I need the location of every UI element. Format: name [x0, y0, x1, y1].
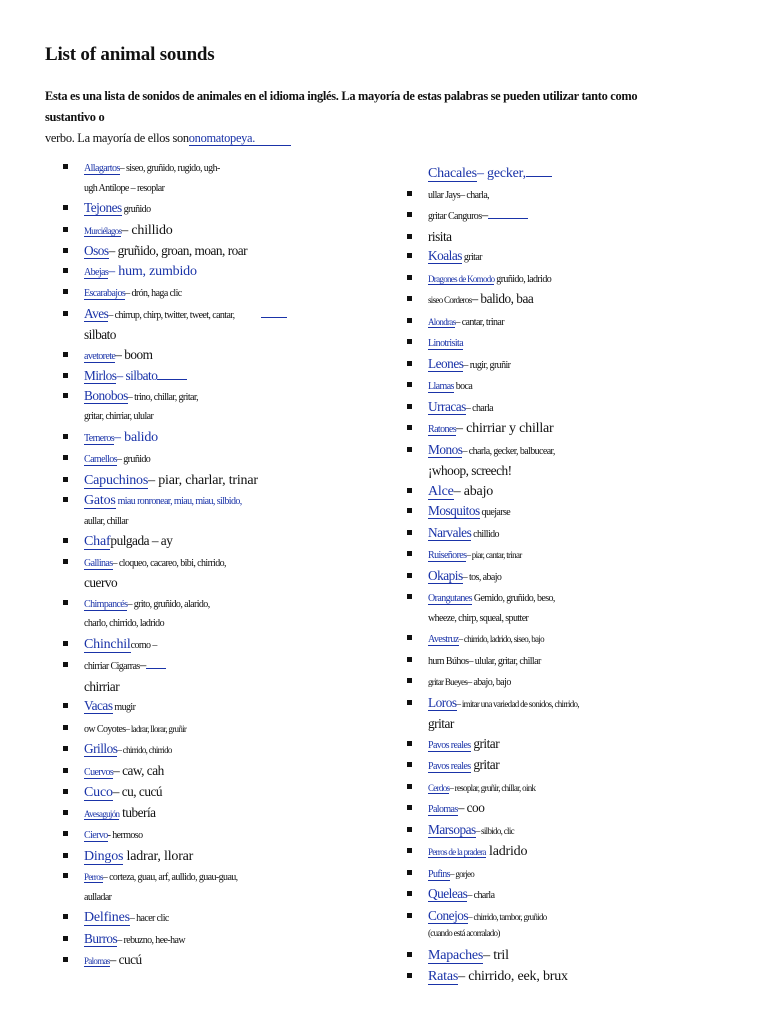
animal-link[interactable]: Monos — [428, 441, 463, 457]
animal-link[interactable]: Orangutanes — [428, 593, 472, 604]
list-item — [407, 650, 752, 672]
right-animal-list — [407, 163, 752, 986]
bullet-icon — [63, 873, 68, 878]
bullet-icon — [63, 789, 68, 794]
sound-text-cont: gritar — [428, 716, 454, 731]
bullet-icon — [63, 477, 68, 482]
list-item — [407, 777, 752, 799]
bullet-icon — [63, 268, 68, 273]
animal-link[interactable]: Grillos — [84, 741, 118, 756]
list-item — [63, 866, 393, 907]
animal-link[interactable]: avetorete — [84, 350, 116, 362]
animal-link[interactable]: Mosquitos — [428, 503, 480, 518]
list-item — [63, 846, 393, 867]
list-item — [63, 593, 393, 634]
link-underline — [261, 305, 287, 318]
sound-text: – chillido — [121, 222, 173, 238]
bullet-icon — [407, 827, 412, 832]
sound-text: – charla — [467, 890, 495, 901]
link-underline — [526, 164, 552, 177]
animal-link[interactable]: Murciélagos — [84, 225, 122, 236]
bullet-icon — [407, 741, 412, 746]
animal-link[interactable]: Leones — [428, 355, 464, 371]
sound-text: – piar, cantar, trinar — [466, 550, 522, 560]
sound-text: mugir — [112, 702, 136, 713]
sound-text: chillido — [471, 528, 499, 540]
animal-link[interactable]: Gatos — [84, 493, 116, 508]
list-item — [407, 841, 752, 863]
sound-text-cont: chirriar — [84, 678, 120, 694]
sound-text-cont: ¡whoop, screech! — [428, 463, 512, 478]
bullet-icon — [407, 447, 412, 452]
sound-text: miau ronronear, miau, miau, silbido, — [115, 496, 242, 507]
animal-link[interactable]: Perros de la pradera — [428, 847, 486, 857]
sound-text: – charla — [465, 402, 493, 414]
bullet-icon — [407, 870, 412, 875]
sound-text: – charla, gecker, balbucear, — [462, 445, 555, 457]
sound-text: gritar — [461, 252, 482, 263]
bullet-icon — [63, 205, 68, 210]
bullet-icon — [63, 831, 68, 836]
animal-link[interactable]: gritar Canguros — [428, 211, 482, 222]
bullet-icon — [407, 382, 412, 387]
sound-text: boca — [453, 381, 473, 392]
bullet-icon — [63, 746, 68, 751]
sound-text: – corteza, guau, arf, aullido, guau-guau, — [102, 872, 238, 883]
list-item — [407, 523, 752, 545]
list-item — [407, 587, 752, 628]
bullet-icon — [63, 373, 68, 378]
bullet-icon — [407, 318, 412, 323]
sound-text: – gruñido — [116, 454, 151, 465]
bullet-icon — [63, 600, 68, 605]
link-underline — [157, 367, 187, 380]
animal-link[interactable]: siseo Corderos — [428, 295, 472, 305]
animal-link[interactable]: Delfines — [84, 910, 130, 925]
sound-text: risita — [428, 228, 452, 244]
list-item — [63, 782, 393, 803]
bullet-icon — [63, 641, 68, 646]
sound-text-cont: gritar, chirriar, ulular — [84, 411, 154, 422]
bullet-icon — [63, 853, 68, 858]
intro-text-2: verbo. La mayoría de ellos son — [45, 131, 189, 145]
bullet-icon — [407, 762, 412, 767]
sound-text: – — [481, 207, 488, 222]
animal-link[interactable]: Mirlos — [84, 368, 117, 383]
animal-link[interactable]: Pavos reales — [428, 739, 471, 751]
list-item — [63, 950, 393, 972]
list-item — [407, 246, 752, 268]
list-item — [407, 566, 752, 588]
list-item — [63, 655, 393, 696]
animal-link[interactable]: Escarabajos — [84, 288, 126, 299]
sound-text: – cloqueo, cacareo, bibi, chirrido, — [112, 557, 226, 569]
list-item — [63, 304, 393, 345]
animal-link[interactable]: Ciervo — [84, 830, 108, 841]
sound-text: – rebuzno, hee-haw — [117, 934, 185, 946]
list-item — [407, 906, 752, 940]
bullet-icon — [407, 973, 412, 978]
intro-paragraph — [45, 86, 685, 149]
list-item — [63, 198, 393, 220]
sound-text: – chirrido, chirrido — [117, 745, 172, 755]
bullet-icon — [63, 289, 68, 294]
bullet-icon — [63, 662, 68, 667]
list-item — [407, 501, 752, 523]
sound-text: – ladrar, llorar, gruñir — [125, 723, 187, 734]
sound-text: – cucú — [109, 952, 142, 967]
bullet-icon — [407, 212, 412, 217]
list-item — [407, 544, 752, 566]
bullet-icon — [407, 952, 412, 957]
list-item — [63, 386, 393, 427]
animal-link[interactable]: Perros — [84, 872, 103, 882]
animal-link[interactable]: Palomas — [84, 956, 110, 966]
bullet-icon — [407, 296, 412, 301]
list-item — [407, 397, 752, 419]
bullet-icon — [63, 311, 68, 316]
animal-link[interactable]: Narvales — [428, 524, 472, 540]
list-item — [407, 966, 752, 987]
bullet-icon — [407, 913, 412, 918]
list-item — [407, 289, 752, 311]
animal-link[interactable]: Aves — [84, 305, 109, 321]
list-item — [407, 693, 752, 734]
sound-text: ladrido — [485, 844, 528, 859]
list-item — [63, 448, 393, 470]
bullet-icon — [407, 573, 412, 578]
sound-text-cont: charlo, chirrido, ladrido — [84, 618, 164, 629]
list-item — [63, 552, 393, 593]
left-animal-list — [63, 157, 393, 972]
list-item — [63, 718, 393, 740]
sound-text: gruñido — [121, 204, 151, 215]
animal-link[interactable]: Llamas — [428, 381, 454, 392]
animal-link[interactable]: Chaf — [84, 534, 111, 549]
bullet-icon — [63, 248, 68, 253]
sound-text-cont: aulladar — [84, 891, 112, 903]
bullet-icon — [63, 957, 68, 962]
sound-text: – chirriar y chillar — [456, 421, 554, 436]
bullet-icon — [407, 234, 412, 239]
sound-text: – gorjeo — [449, 868, 475, 879]
sound-text-cont: (cuando está acorralado) — [428, 928, 500, 938]
sound-text: – chirrup, chirp, twitter, tweet, cantar, — [108, 309, 235, 321]
list-item — [63, 490, 393, 531]
animal-link[interactable]: Linotrisita — [428, 338, 464, 349]
sound-text: – hacer clic — [129, 913, 169, 924]
bullet-icon — [407, 805, 412, 810]
bullet-icon — [407, 700, 412, 705]
bullet-icon — [407, 488, 412, 493]
sound-text: – cu, cucú — [112, 784, 163, 799]
animal-link[interactable]: hum Búhos — [428, 655, 469, 667]
animal-link[interactable]: Loros — [428, 694, 457, 710]
bullet-icon — [63, 352, 68, 357]
sound-text: – trino, chillar, gritar, — [127, 391, 199, 403]
sound-text: – tos, abajo — [462, 571, 502, 583]
animal-link[interactable]: Vacas — [84, 698, 113, 713]
animal-link[interactable]: Pufins — [428, 868, 450, 880]
list-item — [63, 157, 393, 198]
animal-link[interactable]: Ratas — [428, 968, 459, 984]
list-item — [63, 531, 393, 552]
animal-link[interactable]: Cerdos — [428, 782, 450, 793]
sound-text-cont: silbato — [84, 327, 116, 342]
bullet-icon — [63, 768, 68, 773]
animal-link[interactable]: ow Coyotes — [84, 723, 126, 735]
animal-link[interactable]: Dragones de Komodo — [428, 273, 495, 284]
list-item — [407, 375, 752, 397]
animal-link[interactable]: Alce — [428, 483, 454, 499]
list-item — [63, 427, 393, 449]
list-item — [63, 470, 393, 491]
list-item — [63, 241, 393, 261]
list-item — [407, 184, 752, 206]
list-item — [407, 820, 752, 842]
list-item — [63, 345, 393, 367]
list-item — [63, 696, 393, 718]
sound-text: – — [139, 657, 146, 672]
animal-link[interactable]: Mapaches — [428, 948, 484, 963]
animal-link[interactable]: Allagartos — [84, 163, 120, 174]
link-underline — [488, 206, 528, 219]
sound-text: como – — [130, 639, 157, 651]
sound-text: – balido — [114, 429, 158, 445]
list-item — [63, 739, 393, 761]
sound-text: – caw, cah — [113, 762, 164, 778]
animal-link[interactable]: Avesagujón — [84, 808, 120, 819]
bullet-icon — [63, 810, 68, 815]
bullet-icon — [407, 594, 412, 599]
sound-text: – abajo — [453, 483, 494, 499]
bullet-icon — [407, 253, 412, 258]
bullet-icon — [63, 538, 68, 543]
list-item — [407, 945, 752, 966]
list-item — [63, 220, 393, 242]
animal-link[interactable]: Gallinas — [84, 557, 113, 569]
list-item — [63, 824, 393, 846]
bullet-icon — [63, 393, 68, 398]
bullet-icon — [407, 275, 412, 280]
bullet-icon — [63, 914, 68, 919]
sound-text: – balido, baa — [471, 291, 534, 306]
sound-text: – resoplar, gruñir, chillar, oink — [449, 782, 536, 793]
bullet-icon — [63, 936, 68, 941]
animal-link[interactable]: Chimpancés — [84, 598, 128, 610]
animal-link[interactable]: gritar Bueyes — [428, 677, 468, 687]
sound-text: – silbido, clic — [475, 825, 514, 836]
list-item — [407, 798, 752, 820]
sound-text: gruñido, ladrido — [494, 273, 552, 285]
sound-text: – gruñido, groan, moan, roar — [108, 243, 248, 258]
sound-text: – cantar, trinar — [455, 316, 504, 328]
list-item — [407, 481, 752, 502]
bullet-icon — [407, 551, 412, 556]
animal-link[interactable]: Chacales — [428, 166, 477, 181]
animal-link[interactable]: Koalas — [428, 248, 462, 263]
sound-text: – rugir, gruñir — [463, 359, 511, 371]
animal-link[interactable]: Ruiseñores — [428, 550, 467, 561]
bullet-icon — [407, 848, 412, 853]
bullet-icon — [407, 678, 412, 683]
sound-text-cont: ugh Antílope – resoplar — [84, 182, 165, 194]
bullet-icon — [63, 455, 68, 460]
bullet-icon — [63, 725, 68, 730]
animal-link[interactable]: Cuervos — [84, 766, 114, 778]
bullet-icon — [407, 508, 412, 513]
sound-text: – boom — [115, 346, 153, 362]
animal-link[interactable]: Bonobos — [84, 387, 128, 403]
sound-text: – grito, gruñido, alarido, — [127, 598, 210, 610]
sound-text: – piar, charlar, trinar — [148, 472, 258, 488]
list-item — [407, 332, 752, 354]
sound-text: – coo — [457, 800, 485, 815]
list-item — [63, 907, 393, 929]
animal-link[interactable]: Osos — [84, 243, 109, 258]
animal-link[interactable]: Palomas — [428, 804, 458, 815]
animal-link[interactable]: Terneros — [84, 432, 115, 444]
animal-link[interactable]: Burros — [84, 930, 118, 946]
bullet-icon — [407, 404, 412, 409]
list-item — [63, 634, 393, 656]
list-item — [63, 282, 393, 304]
sound-text: – chirrido, tambor, gruñido — [468, 911, 547, 922]
bullet-icon — [407, 191, 412, 196]
sound-text: – chirrido, ladrido, siseo, bajo — [458, 634, 544, 644]
animal-link[interactable]: Ratones — [428, 424, 457, 435]
animal-link[interactable]: Okapis — [428, 567, 463, 583]
sound-text: – drón, haga clic — [125, 288, 182, 299]
sound-text: – charla, — [460, 189, 490, 201]
bullet-icon — [407, 339, 412, 344]
bullet-icon — [407, 784, 412, 789]
animal-link[interactable]: Tejones — [84, 200, 122, 215]
animal-link[interactable]: Avestruz — [428, 634, 459, 645]
list-item — [407, 884, 752, 906]
list-item — [407, 755, 752, 777]
animal-link[interactable]: ullar Jays — [428, 189, 461, 201]
bullet-icon — [407, 530, 412, 535]
sound-text: gritar — [470, 757, 500, 772]
animal-link[interactable]: Cuco — [84, 785, 113, 800]
list-item — [407, 440, 752, 481]
list-item — [407, 354, 752, 376]
sound-text: – gecker, — [476, 166, 526, 181]
list-item — [63, 929, 393, 951]
sound-text: – ulular, gritar, chillar — [468, 655, 541, 667]
list-item — [407, 268, 752, 290]
sound-text-cont: wheeze, chirp, squeal, sputter — [428, 612, 529, 624]
sound-text: – imitar una variedad de sonidos, chirrido, — [456, 698, 579, 709]
sound-text: – abajo, bajo — [467, 677, 511, 688]
bullet-icon — [407, 425, 412, 430]
list-item — [407, 227, 752, 247]
bullet-icon — [63, 703, 68, 708]
list-item — [407, 418, 752, 440]
sound-text: ladrar, llorar — [123, 848, 194, 864]
list-item — [63, 366, 393, 386]
animal-link[interactable]: Capuchinos — [84, 472, 149, 488]
list-item — [407, 205, 752, 227]
list-item — [63, 761, 393, 783]
sound-text: – hum, zumbido — [108, 263, 197, 279]
animal-link[interactable]: Abejas — [84, 266, 109, 278]
animal-link[interactable]: chirriar Cigarras — [84, 661, 140, 672]
animal-link[interactable]: Alondras — [428, 316, 456, 327]
bullet-icon — [63, 559, 68, 564]
sound-text: tubería — [119, 804, 156, 820]
animal-link[interactable]: Urracas — [428, 398, 466, 414]
list-item — [407, 863, 752, 885]
list-item — [63, 803, 393, 825]
list-item — [407, 734, 752, 756]
bullet-icon — [407, 635, 412, 640]
sound-text: quejarse — [479, 507, 511, 518]
sound-text: pulgada – ay — [110, 533, 173, 548]
animal-link[interactable]: Queleas — [428, 886, 468, 901]
sound-text: – silbato — [116, 368, 158, 383]
sound-text: gritar — [470, 735, 500, 751]
bullet-icon — [63, 227, 68, 232]
onomatopeya-link[interactable]: onomatopeya. — [189, 131, 291, 146]
animal-link[interactable]: Marsopas — [428, 821, 476, 837]
list-item — [407, 163, 752, 184]
list-item — [407, 671, 752, 693]
sound-text: – siseo, gruñido, rugido, ugh- — [119, 163, 220, 174]
bullet-icon — [63, 434, 68, 439]
intro-text: Esta es una lista de sonidos de animales en el idioma inglés. La mayoría de estas palabras se pueden utilizar tanto como sustantivo o — [45, 89, 638, 124]
bullet-icon — [407, 891, 412, 896]
list-item — [407, 628, 752, 650]
bullet-icon — [63, 164, 68, 169]
list-item — [63, 261, 393, 283]
page-title: List of animal sounds — [45, 44, 215, 65]
link-underline — [146, 656, 166, 669]
sound-text: – tril — [483, 948, 509, 963]
sound-text: Gemido, gruñido, beso, — [471, 593, 555, 604]
bullet-icon — [63, 497, 68, 502]
animal-link[interactable]: Pavos reales — [428, 761, 471, 772]
sound-text: - hermoso — [107, 830, 143, 841]
animal-link[interactable]: Dingos — [84, 848, 124, 864]
animal-link[interactable]: Chinchil — [84, 636, 131, 652]
sound-text-cont: cuervo — [84, 575, 118, 590]
animal-link[interactable]: Camellos — [84, 454, 117, 465]
bullet-icon — [407, 657, 412, 662]
sound-text: – chirrido, eek, brux — [458, 968, 568, 984]
bullet-icon — [407, 361, 412, 366]
sound-text-cont: aullar, chillar — [84, 515, 128, 527]
list-item — [407, 311, 752, 333]
animal-link[interactable]: Conejos — [428, 907, 469, 923]
